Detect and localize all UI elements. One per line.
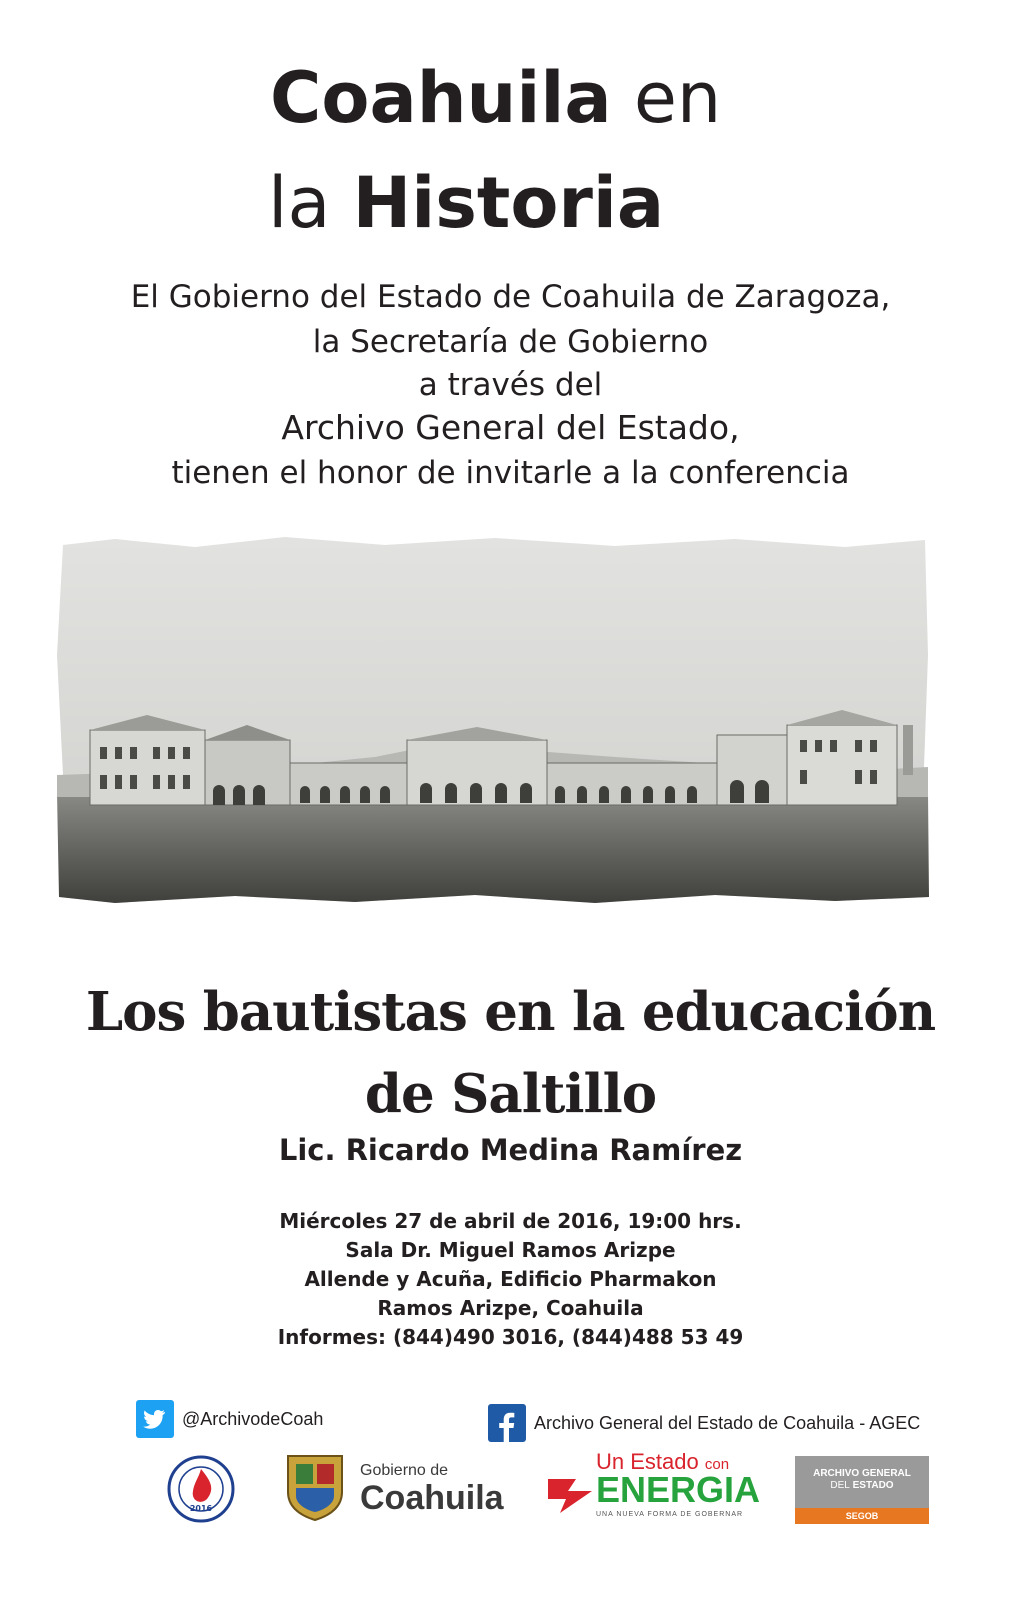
- un-estado-con-energia-logo: [546, 1447, 776, 1527]
- poster-title-line-1: [0, 58, 1021, 138]
- intro-line-4: Archivo General del Estado,: [281, 408, 740, 447]
- segob-bar: SEGOB: [795, 1508, 929, 1524]
- archivo-estado: ESTADO: [852, 1480, 894, 1491]
- event-address: Allende y Acuña, Edificio Pharmakon: [304, 1267, 717, 1291]
- energia-text: ENERGIA: [596, 1469, 761, 1510]
- gobierno-de-text: Gobierno de: [360, 1462, 449, 1479]
- event-city: Ramos Arizpe, Coahuila: [377, 1296, 644, 1320]
- seal-year: 2016: [189, 1504, 213, 1513]
- intro-line-5: tienen el honor de invitarle a la conferencia: [171, 455, 850, 491]
- coahuila-coat-of-arms-icon: [284, 1452, 346, 1522]
- con-text: con: [704, 1456, 730, 1473]
- intro-line-3: a través del: [418, 367, 603, 403]
- archivo-del: DEL: [830, 1480, 850, 1491]
- facebook-link[interactable]: [488, 1404, 920, 1442]
- event-phones: Informes: (844)490 3016, (844)488 53 49: [277, 1325, 744, 1349]
- twitter-icon: [136, 1400, 174, 1438]
- intro-line-2: la Secretaría de Gobierno: [312, 324, 709, 360]
- un-estado-text: Un Estado: [596, 1449, 699, 1474]
- title-historia: Historia: [352, 162, 665, 244]
- talk-title-line-2: de Saltillo: [364, 1063, 657, 1125]
- gobierno-coahuila-logo: [360, 1462, 540, 1516]
- poster-title-line-2: [0, 163, 1021, 243]
- tagline-text: UNA NUEVA FORMA DE GOBERNAR: [596, 1511, 744, 1518]
- speaker-name: Lic. Ricardo Medina Ramírez: [278, 1133, 743, 1167]
- facebook-page-name: Archivo General del Estado de Coahuila - AGEC: [534, 1412, 921, 1433]
- intro-line-1: El Gobierno del Estado de Coahuila de Zaragoza,: [130, 279, 891, 315]
- title-coahuila: Coahuila: [270, 57, 612, 139]
- title-en: en: [633, 57, 722, 139]
- facebook-icon: [488, 1404, 526, 1442]
- anniversary-seal-logo: [167, 1455, 235, 1523]
- event-venue: Sala Dr. Miguel Ramos Arizpe: [345, 1238, 676, 1262]
- talk-title-line-1: Los bautistas en la educación: [85, 981, 936, 1043]
- event-date: Miércoles 27 de abril de 2016, 19:00 hrs.: [279, 1209, 742, 1233]
- title-la: la: [268, 162, 331, 244]
- archivo-line-1: ARCHIVO GENERAL: [813, 1468, 911, 1479]
- twitter-handle: @ArchivodeCoah: [182, 1408, 324, 1429]
- twitter-link[interactable]: [136, 1400, 323, 1438]
- archivo-general-logo: [795, 1456, 929, 1524]
- historic-building-photo: [55, 535, 930, 905]
- coahuila-text: Coahuila: [360, 1479, 504, 1517]
